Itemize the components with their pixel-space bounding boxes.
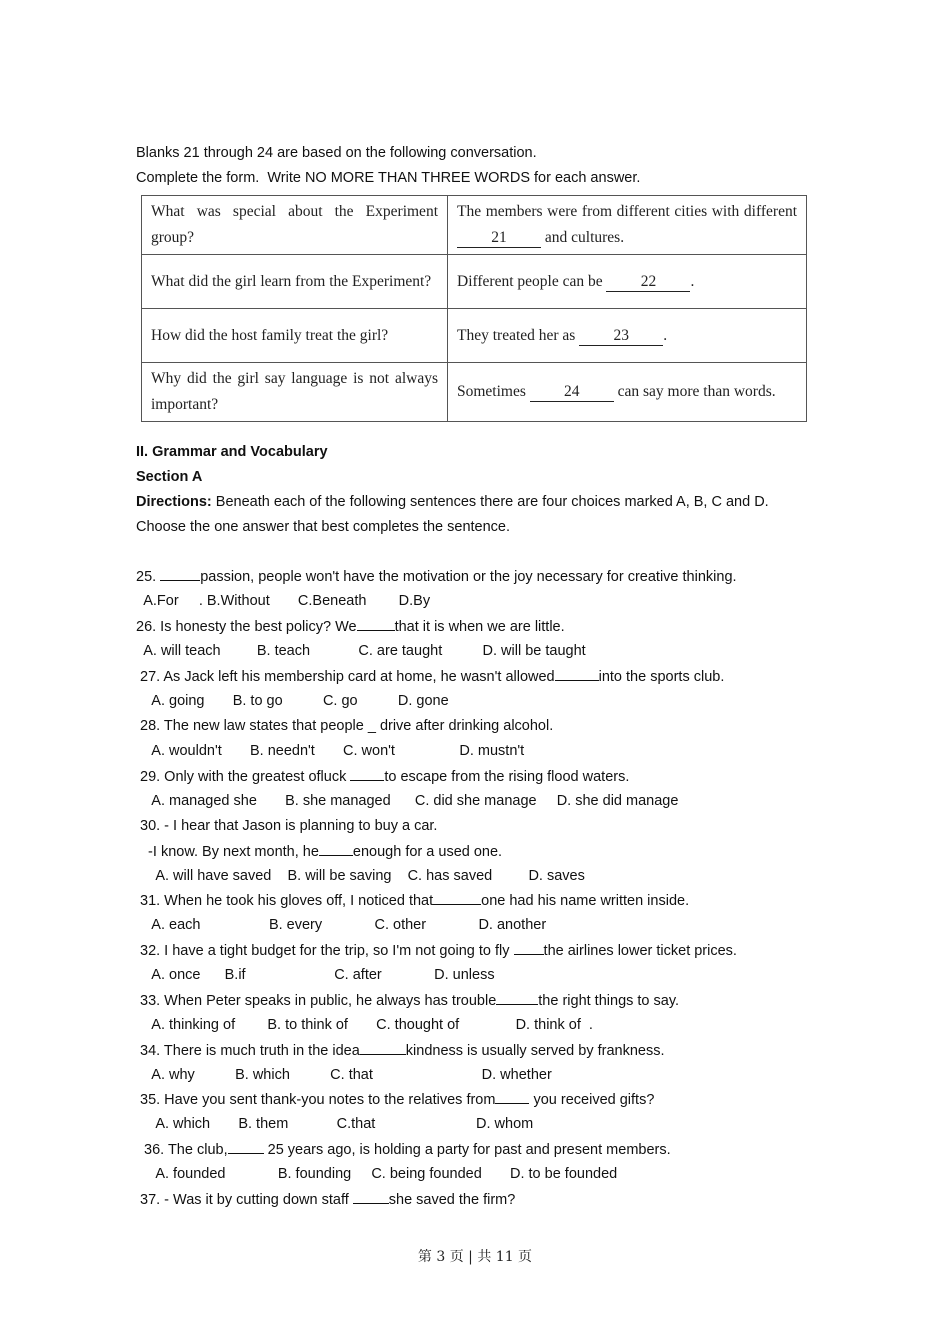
question-26: 26. Is honesty the best policy? We that it is when we are little. <box>136 619 565 635</box>
form-row <box>142 309 807 363</box>
section-subheading: Section A <box>136 469 203 485</box>
form-row <box>142 363 807 422</box>
options-25: A.For . B.Without C.Beneath D.By <box>140 593 431 609</box>
answer-blank[interactable] <box>495 1090 529 1104</box>
options-30: A. will have saved B. will be saving C. has saved D. saves <box>140 868 585 884</box>
answer-blank[interactable] <box>555 667 599 681</box>
page-footer: 第 3 页 | 共 11 页 <box>417 1249 533 1265</box>
question-37: 37. - Was it by cutting down staff she saved the firm? <box>140 1192 516 1208</box>
options-28: A. wouldn't B. needn't C. won't D. mustn't <box>140 743 525 759</box>
answer-blank[interactable] <box>319 842 353 856</box>
question-30: 30. - I hear that Jason is planning to buy a car. <box>140 818 438 834</box>
intro-line-2: Complete the form. Write NO MORE THAN THREE WORDS for each answer. <box>136 170 641 186</box>
form-answer: Different people can be 22 . <box>448 255 807 309</box>
directions: Directions: Beneath each of the following sentences there are four choices marked A, B, C and D. <box>136 494 769 510</box>
answer-blank[interactable] <box>357 617 395 631</box>
form-question: How did the host family treat the girl? <box>142 309 448 363</box>
question-27: 27. As Jack left his membership card at home, he wasn't allowed into the sports club. <box>140 669 725 685</box>
form-answer: They treated her as 23 . <box>448 309 807 363</box>
form-question: What did the girl learn from the Experiment? <box>142 255 448 309</box>
options-36: A. founded B. founding C. being founded D. to be founded <box>140 1166 618 1182</box>
form-answer: The members were from different cities with different 21 and cultures. <box>448 196 807 255</box>
answer-blank-23[interactable]: 23 <box>579 327 663 346</box>
question-30-reply: -I know. By next month, he enough for a used one. <box>140 844 503 860</box>
answer-blank[interactable] <box>160 567 200 581</box>
options-26: A. will teach B. teach C. are taught D. will be taught <box>140 643 586 659</box>
question-25: 25. passion, people won't have the motivation or the joy necessary for creative thinking. <box>136 569 737 585</box>
section-heading: II. Grammar and Vocabulary <box>136 444 328 460</box>
answer-blank[interactable] <box>514 941 544 955</box>
answer-blank[interactable] <box>360 1041 406 1055</box>
question-33: 33. When Peter speaks in public, he always has trouble the right things to say. <box>140 993 680 1009</box>
options-33: A. thinking of B. to think of C. thought of D. think of . <box>140 1017 593 1033</box>
directions-label: Directions: <box>136 494 212 510</box>
question-29: 29. Only with the greatest ofluck to escape from the rising flood waters. <box>140 769 630 785</box>
form-row <box>142 255 807 309</box>
answer-blank-22[interactable]: 22 <box>606 273 690 292</box>
form-question: Why did the girl say language is not always important? <box>142 363 448 422</box>
intro-line-1: Blanks 21 through 24 are based on the following conversation. <box>136 145 537 161</box>
question-36: 36. The club, 25 years ago, is holding a party for past and present members. <box>140 1142 671 1158</box>
options-27: A. going B. to go C. go D. gone <box>140 693 449 709</box>
question-35: 35. Have you sent thank-you notes to the relatives from you received gifts? <box>140 1092 655 1108</box>
answer-blank-24[interactable]: 24 <box>530 383 614 402</box>
form-question: What was special about the Experiment group? <box>142 196 448 255</box>
options-29: A. managed she B. she managed C. did she manage D. she did manage <box>140 793 679 809</box>
question-28: 28. The new law states that people _ drive after drinking alcohol. <box>140 718 554 734</box>
question-34: 34. There is much truth in the idea kindness is usually served by frankness. <box>140 1043 665 1059</box>
options-34: A. why B. which C. that D. whether <box>140 1067 552 1083</box>
answer-form-table <box>141 195 807 422</box>
form-row <box>142 196 807 255</box>
options-32: A. once B.if C. after D. unless <box>140 967 495 983</box>
answer-blank[interactable] <box>350 767 384 781</box>
options-35: A. which B. them C.that D. whom <box>140 1116 534 1132</box>
answer-blank[interactable] <box>353 1190 389 1204</box>
options-31: A. each B. every C. other D. another <box>140 917 547 933</box>
question-32: 32. I have a tight budget for the trip, so I'm not going to fly the airlines lower ticket prices. <box>140 943 737 959</box>
answer-blank[interactable] <box>496 991 538 1005</box>
answer-blank[interactable] <box>433 891 481 905</box>
question-31: 31. When he took his gloves off, I noticed that one had his name written inside. <box>140 893 690 909</box>
form-answer: Sometimes 24 can say more than words. <box>448 363 807 422</box>
directions-line-2: Choose the one answer that best completes the sentence. <box>136 519 511 535</box>
answer-blank-21[interactable]: 21 <box>457 229 541 248</box>
answer-blank[interactable] <box>228 1140 264 1154</box>
